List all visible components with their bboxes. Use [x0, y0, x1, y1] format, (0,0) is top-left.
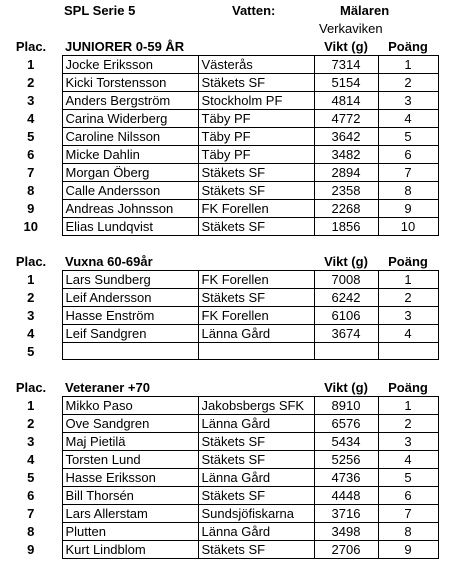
points-cell: 1	[378, 56, 438, 74]
points-cell: 9	[378, 541, 438, 559]
club-cell: Stäkets SF	[198, 487, 314, 505]
club-cell: Sundsjöfiskarna	[198, 505, 314, 523]
placement-header: Plac.	[15, 254, 47, 270]
placement-cell: 5	[27, 129, 35, 144]
points-cell: 6	[378, 146, 438, 164]
placement-cell: 6	[27, 147, 35, 162]
points-cell: 10	[378, 218, 438, 236]
table-row	[0, 469, 438, 487]
placement-cell: 7	[27, 165, 35, 180]
club-cell: FK Forellen	[198, 307, 314, 325]
name-cell: Leif Andersson	[62, 289, 198, 307]
name-cell: Ove Sandgren	[62, 415, 198, 433]
table-row	[0, 182, 438, 200]
placement-cell: 2	[27, 290, 35, 305]
name-cell: Maj Pietilä	[62, 433, 198, 451]
name-cell: Torsten Lund	[62, 451, 198, 469]
table-row	[0, 110, 438, 128]
points-cell: 7	[378, 164, 438, 182]
weight-header: Vikt (g)	[324, 39, 368, 54]
club-cell: Västerås	[198, 56, 314, 74]
placement-cell: 10	[23, 219, 38, 234]
placement-cell: 4	[27, 452, 35, 467]
club-cell: Täby PF	[198, 110, 314, 128]
table-row	[0, 487, 438, 505]
club-cell: Täby PF	[198, 128, 314, 146]
club-cell: Stäkets SF	[198, 164, 314, 182]
section-header-row	[0, 38, 438, 56]
points-cell: 3	[378, 307, 438, 325]
weight-cell	[314, 343, 378, 360]
name-cell: Bill Thorsén	[62, 487, 198, 505]
weight-cell: 4448	[314, 487, 378, 505]
name-cell: Leif Sandgren	[62, 325, 198, 343]
points-cell: 6	[378, 487, 438, 505]
name-cell: Lars Sundberg	[62, 271, 198, 289]
name-cell: Plutten	[62, 523, 198, 541]
name-cell: Hasse Eriksson	[62, 469, 198, 487]
points-cell: 4	[378, 325, 438, 343]
section-title: Veteraner +70	[65, 380, 150, 395]
placement-cell: 4	[27, 326, 35, 341]
name-cell: Micke Dahlin	[62, 146, 198, 164]
weight-cell: 4814	[314, 92, 378, 110]
table-row	[0, 433, 438, 451]
table-row	[0, 343, 438, 360]
name-cell: Andreas Johnsson	[62, 200, 198, 218]
weight-cell: 3642	[314, 128, 378, 146]
points-header: Poäng	[388, 39, 428, 54]
points-cell: 3	[378, 433, 438, 451]
table-row	[0, 92, 438, 110]
table-row	[0, 541, 438, 559]
table-row	[0, 451, 438, 469]
table-row	[0, 505, 438, 523]
section-adults	[0, 253, 439, 360]
weight-cell: 6576	[314, 415, 378, 433]
club-cell: Länna Gård	[198, 469, 314, 487]
table-row	[0, 56, 438, 74]
section-header-row	[0, 379, 438, 397]
weight-cell: 8910	[314, 397, 378, 415]
placement-cell: 7	[27, 506, 35, 521]
club-cell: Länna Gård	[198, 325, 314, 343]
club-cell: Stäkets SF	[198, 541, 314, 559]
points-cell: 9	[378, 200, 438, 218]
club-cell: Länna Gård	[198, 415, 314, 433]
club-cell: Täby PF	[198, 146, 314, 164]
name-cell: Elias Lundqvist	[62, 218, 198, 236]
weight-cell: 7008	[314, 271, 378, 289]
section-header-row	[0, 253, 438, 271]
table-row	[0, 307, 438, 325]
weight-cell: 5154	[314, 74, 378, 92]
table-row	[0, 415, 438, 433]
club-cell: Jakobsbergs SFK	[198, 397, 314, 415]
club-cell: Stäkets SF	[198, 289, 314, 307]
points-header: Poäng	[388, 380, 428, 395]
table-row	[0, 128, 438, 146]
club-cell: FK Forellen	[198, 271, 314, 289]
name-cell: Kicki Torstensson	[62, 74, 198, 92]
section-title: Vuxna 60-69år	[65, 254, 153, 269]
placement-cell: 4	[27, 111, 35, 126]
points-cell: 4	[378, 451, 438, 469]
weight-cell: 2706	[314, 541, 378, 559]
points-cell	[378, 343, 438, 360]
weight-cell: 3716	[314, 505, 378, 523]
weight-header: Vikt (g)	[324, 380, 368, 395]
weight-cell: 6242	[314, 289, 378, 307]
weight-cell: 4772	[314, 110, 378, 128]
name-cell: Lars Allerstam	[62, 505, 198, 523]
points-cell: 8	[378, 523, 438, 541]
points-cell: 7	[378, 505, 438, 523]
weight-cell: 3674	[314, 325, 378, 343]
name-cell	[62, 343, 198, 360]
water-value: Mälaren	[340, 3, 390, 18]
points-cell: 8	[378, 182, 438, 200]
table-row	[0, 397, 438, 415]
points-header: Poäng	[388, 254, 428, 269]
weight-cell: 3498	[314, 523, 378, 541]
weight-cell: 5256	[314, 451, 378, 469]
section-title: JUNIORER 0-59 ÅR	[65, 39, 185, 54]
table-row	[0, 289, 438, 307]
weight-cell: 2358	[314, 182, 378, 200]
table-row	[0, 523, 438, 541]
points-cell: 2	[378, 289, 438, 307]
points-cell: 3	[378, 92, 438, 110]
weight-cell: 2268	[314, 200, 378, 218]
name-cell: Carina Widerberg	[62, 110, 198, 128]
weight-cell: 7314	[314, 56, 378, 74]
placement-cell: 3	[27, 308, 35, 323]
placement-cell: 1	[27, 57, 35, 72]
table-row	[0, 164, 438, 182]
table-row	[0, 218, 438, 236]
placement-cell: 8	[27, 183, 35, 198]
table-row	[0, 200, 438, 218]
club-cell: Stäkets SF	[198, 218, 314, 236]
table-row	[0, 74, 438, 92]
club-cell	[198, 343, 314, 360]
weight-header: Vikt (g)	[324, 254, 368, 269]
section-juniors	[0, 38, 439, 236]
club-cell: FK Forellen	[198, 200, 314, 218]
weight-cell: 6106	[314, 307, 378, 325]
placement-cell: 8	[27, 524, 35, 539]
location-label: Verkaviken	[319, 21, 383, 36]
weight-cell: 2894	[314, 164, 378, 182]
table-row	[0, 325, 438, 343]
weight-cell: 5434	[314, 433, 378, 451]
club-cell: Stockholm PF	[198, 92, 314, 110]
points-cell: 5	[378, 128, 438, 146]
club-cell: Stäkets SF	[198, 433, 314, 451]
points-cell: 2	[378, 415, 438, 433]
club-cell: Stäkets SF	[198, 74, 314, 92]
club-cell: Länna Gård	[198, 523, 314, 541]
points-cell: 1	[378, 397, 438, 415]
name-cell: Hasse Enström	[62, 307, 198, 325]
name-cell: Morgan Öberg	[62, 164, 198, 182]
points-cell: 4	[378, 110, 438, 128]
name-cell: Anders Bergström	[62, 92, 198, 110]
placement-header: Plac.	[15, 39, 47, 55]
weight-cell: 3482	[314, 146, 378, 164]
placement-cell: 9	[27, 542, 35, 557]
points-cell: 5	[378, 469, 438, 487]
table-row	[0, 271, 438, 289]
weight-cell: 1856	[314, 218, 378, 236]
placement-cell: 3	[27, 93, 35, 108]
section-veterans	[0, 379, 439, 559]
placement-cell: 6	[27, 488, 35, 503]
water-label: Vatten:	[232, 3, 276, 18]
club-cell: Stäkets SF	[198, 182, 314, 200]
placement-header: Plac.	[15, 380, 47, 396]
name-cell: Caroline Nilsson	[62, 128, 198, 146]
placement-cell: 1	[27, 272, 35, 287]
name-cell: Calle Andersson	[62, 182, 198, 200]
series-title: SPL Serie 5	[64, 3, 136, 18]
points-cell: 2	[378, 74, 438, 92]
name-cell: Kurt Lindblom	[62, 541, 198, 559]
weight-cell: 4736	[314, 469, 378, 487]
placement-cell: 2	[27, 416, 35, 431]
placement-cell: 9	[27, 201, 35, 216]
placement-cell: 1	[27, 398, 35, 413]
name-cell: Jocke Eriksson	[62, 56, 198, 74]
table-row	[0, 146, 438, 164]
points-cell: 1	[378, 271, 438, 289]
name-cell: Mikko Paso	[62, 397, 198, 415]
placement-cell: 2	[27, 75, 35, 90]
club-cell: Stäkets SF	[198, 451, 314, 469]
placement-cell: 3	[27, 434, 35, 449]
placement-cell: 5	[27, 470, 35, 485]
placement-cell: 5	[27, 343, 35, 359]
